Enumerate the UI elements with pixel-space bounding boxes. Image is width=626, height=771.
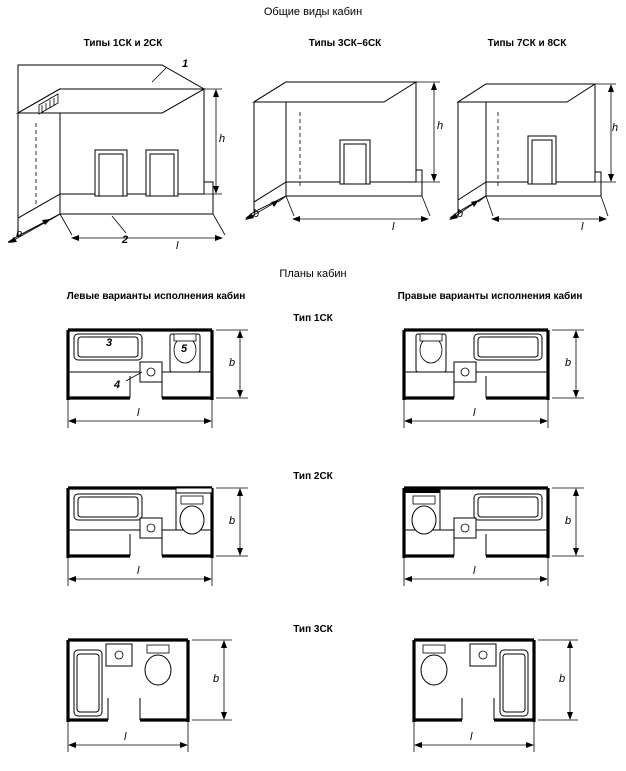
- view-1-dim-b: b: [16, 228, 23, 240]
- view-caption-1: Типы 1СК и 2СК: [83, 38, 163, 49]
- plan-row-1-right-dim-l: l: [473, 407, 476, 419]
- plans-col-right-heading: Правые варианты исполнения кабин: [397, 291, 583, 302]
- plans-heading: Планы кабин: [279, 268, 347, 280]
- plan-row-1-type: Тип 1СК: [293, 313, 333, 324]
- plan-row-2-left-dim-b: b: [229, 515, 236, 527]
- view-3-dim-b: b: [457, 208, 464, 220]
- plan-row-2-right-dim-b: b: [565, 515, 572, 527]
- plan-callout-wc: 5: [181, 343, 188, 355]
- view-2-dim-l: l: [392, 221, 395, 233]
- view-1-dim-l: l: [176, 240, 179, 252]
- plan-row-2-right-dim-l: l: [473, 565, 476, 577]
- plan-row-3-left-dim-b: b: [213, 673, 220, 685]
- view-3-dim-h: h: [612, 122, 619, 134]
- plan-row-3-right-dim-l: l: [470, 731, 473, 743]
- view-3-dim-l: l: [581, 221, 584, 233]
- view-caption-2: Типы 3СК–6СК: [308, 38, 382, 49]
- plans-col-left-heading: Левые варианты исполнения кабин: [66, 291, 246, 302]
- plan-callout-bath: 3: [106, 337, 113, 349]
- plan-row-1-left-dim-b: b: [229, 357, 236, 369]
- plan-row-2-type: Тип 2СК: [293, 471, 333, 482]
- plan-row-3-left-dim-l: l: [124, 731, 127, 743]
- plan-row-1-right-dim-b: b: [565, 357, 572, 369]
- plan-callout-sink: 4: [114, 379, 121, 391]
- plan-row-2-left-dim-l: l: [137, 565, 140, 577]
- plan-row-3-type: Тип 3СК: [293, 624, 333, 635]
- view-2-dim-b: b: [253, 208, 260, 220]
- view-caption-3: Типы 7СК и 8СК: [487, 38, 567, 49]
- page-title: Общие виды кабин: [263, 6, 363, 18]
- plan-row-1-left-dim-l: l: [137, 407, 140, 419]
- view-1-callout-1: 1: [182, 58, 189, 70]
- view-1-dim-h: h: [219, 133, 226, 145]
- view-1-callout-2: 2: [122, 234, 129, 246]
- plan-row-3-right-dim-b: b: [559, 673, 566, 685]
- view-2-dim-h: h: [437, 120, 444, 132]
